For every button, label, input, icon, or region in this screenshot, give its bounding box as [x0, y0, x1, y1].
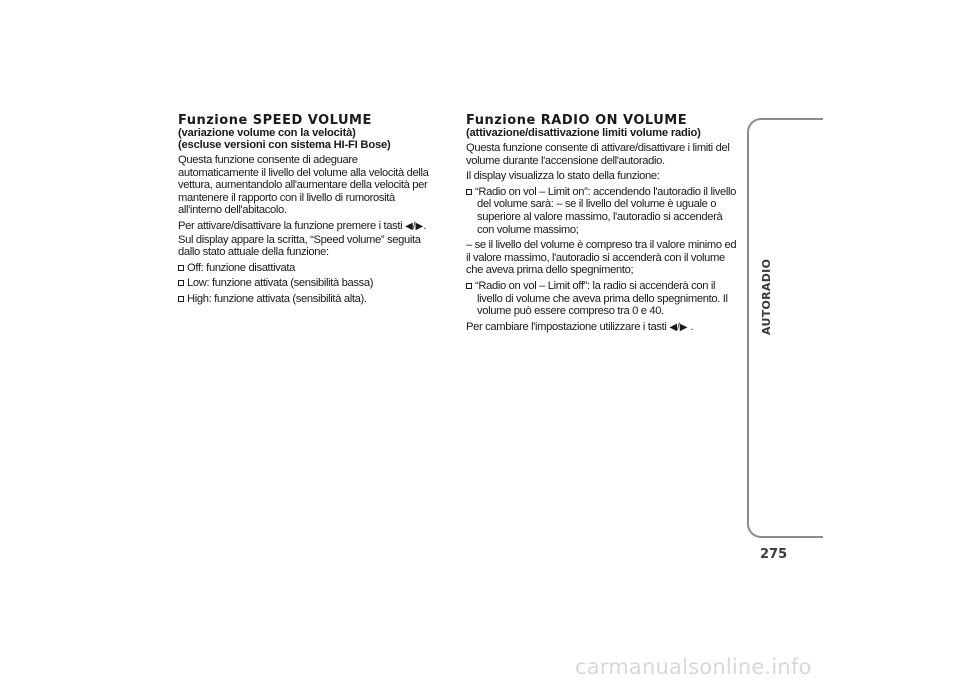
checkbox-bullet-icon: [178, 280, 184, 286]
checkbox-bullet-icon: [178, 296, 184, 302]
radio-on-volume-description: Questa funzione consente di attivare/disattivare i limiti del volume durante l'accensione dell'autoradio.: [466, 142, 730, 167]
chapter-tab-frame: [747, 118, 823, 538]
list-item: High: funzione attivata (sensibilità alta).: [178, 293, 440, 306]
checkbox-bullet-icon: [178, 265, 184, 271]
speed-volume-instructions: Per attivare/disattivare la funzione premere i tasti ◀/▶. Sul display appare la scritta, “Speed volume” seguita dallo stato attuale della funzione:: [178, 219, 427, 259]
left-right-arrow-keys-icon: ◀/▶: [669, 321, 688, 333]
radio-on-volume-subtitle: (attivazione/disattivazione limiti volume radio): [466, 127, 701, 139]
checkbox-bullet-icon: [466, 283, 472, 289]
list-item: “Radio on vol – Limit off”: la radio si accenderà con il livello di volume che aveva prima dello spegnimento. Il volume può essere compreso tra 0 e 40.: [466, 280, 742, 318]
radio-on-volume-instructions: Per cambiare l'impostazione utilizzare i tasti ◀/▶ .: [466, 320, 694, 333]
list-item: “Radio on vol – Limit on”: accendendo l'autoradio il livello del volume sarà: – se il livello del volume è uguale o superiore al valore massimo, l'autoradio si accenderà con volume massimo;: [466, 186, 742, 236]
radio-on-volume-status: Il display visualizza lo stato della funzione:: [466, 170, 660, 183]
speed-volume-description: Questa funzione consente di adeguare automaticamente il livello del volume alla velocità della vettura, aumentandolo all'aumentare della velocità per mantenere il rapporto con il livello di rumorosità all'interno dell'abitacolo.: [178, 154, 429, 217]
speed-volume-note: (escluse versioni con sistema HI-FI Bose): [178, 139, 391, 151]
list-item: Low: funzione attivata (sensibilità bassa): [178, 277, 440, 290]
speed-volume-title: Funzione SPEED VOLUME: [178, 113, 372, 128]
left-right-arrow-keys-icon: ◀/▶: [405, 220, 424, 232]
left-column: [178, 114, 440, 306]
chapter-label: AUTORADIO: [760, 258, 773, 335]
checkbox-bullet-icon: [466, 189, 472, 195]
page-number: 275: [760, 547, 788, 562]
speed-volume-subtitle: (variazione volume con la velocità): [178, 127, 356, 139]
radio-on-volume-range-note: – se il livello del volume è compreso tra il valore minimo ed il valore massimo, l'autoradio si accenderà con il volume che aveva prima dello spegnimento;: [466, 239, 737, 277]
list-item: Off: funzione disattivata: [178, 262, 440, 275]
radio-on-volume-title: Funzione RADIO ON VOLUME: [466, 113, 688, 128]
watermark: carmanualsonline.info: [575, 655, 812, 679]
right-column: [466, 114, 742, 334]
